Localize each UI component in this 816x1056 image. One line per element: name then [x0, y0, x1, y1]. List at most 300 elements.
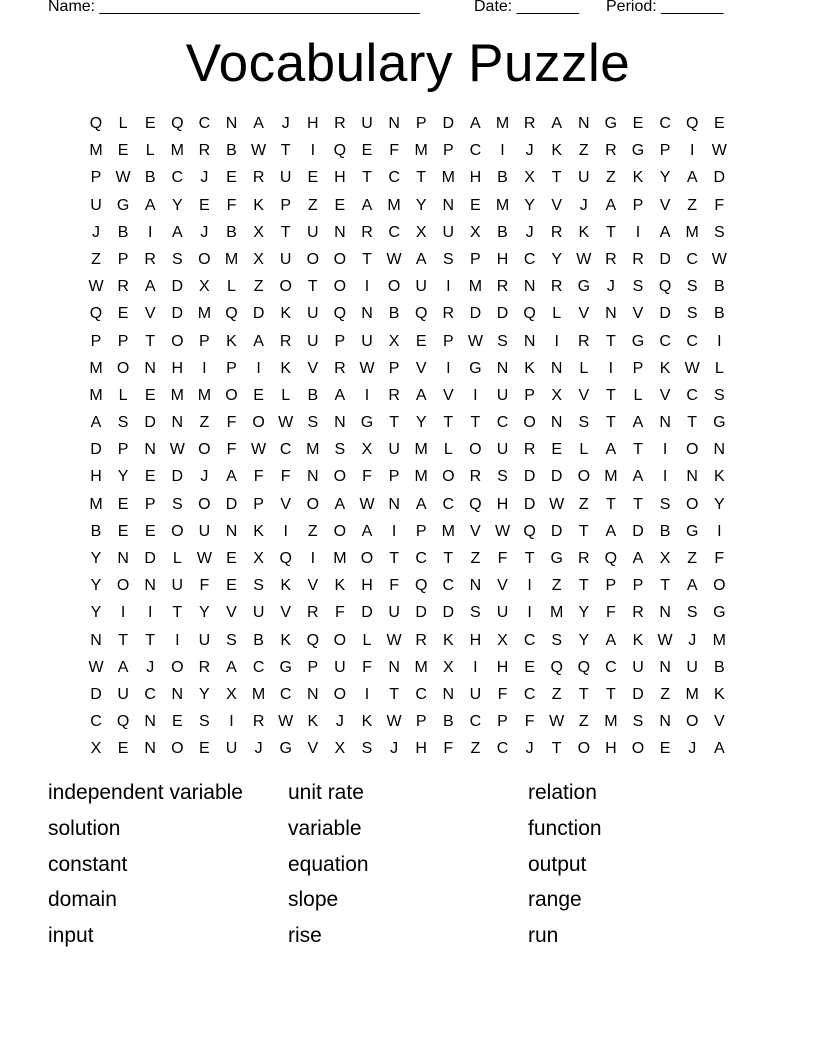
grid-letter[interactable]: Y	[415, 414, 427, 432]
grid-letter[interactable]: S	[497, 468, 508, 486]
grid-letter[interactable]: C	[523, 685, 536, 703]
grid-letter[interactable]: M	[197, 305, 212, 323]
grid-letter[interactable]: O	[360, 550, 374, 567]
grid-letter[interactable]: M	[712, 631, 726, 649]
grid-letter[interactable]: C	[659, 332, 671, 350]
grid-letter[interactable]: W	[278, 713, 294, 731]
grid-letter[interactable]: Z	[578, 142, 589, 160]
grid-letter[interactable]: M	[89, 359, 103, 377]
grid-letter[interactable]: X	[497, 631, 508, 649]
grid-letter[interactable]: O	[523, 414, 536, 432]
grid-letter[interactable]: U	[279, 169, 292, 187]
grid-letter[interactable]: M	[89, 495, 103, 513]
grid-letter[interactable]: O	[306, 495, 320, 513]
grid-letter[interactable]: A	[605, 522, 617, 540]
grid-letter[interactable]: O	[198, 495, 211, 513]
grid-letter[interactable]: I	[446, 278, 451, 296]
grid-letter[interactable]: G	[631, 332, 645, 350]
grid-letter[interactable]: C	[279, 441, 292, 459]
grid-letter[interactable]: T	[389, 550, 399, 567]
grid-letter[interactable]: W	[467, 332, 483, 350]
grid-letter[interactable]: N	[171, 685, 184, 703]
grid-letter[interactable]: P	[388, 359, 400, 377]
grid-letter[interactable]: D	[523, 468, 536, 486]
grid-letter[interactable]: V	[226, 604, 237, 622]
grid-letter[interactable]: D	[442, 604, 455, 622]
grid-letter[interactable]: J	[200, 169, 209, 187]
grid-letter[interactable]: T	[606, 223, 616, 241]
grid-letter[interactable]: C	[496, 740, 509, 758]
grid-letter[interactable]: P	[307, 658, 319, 676]
grid-letter[interactable]: V	[713, 713, 725, 731]
grid-letter[interactable]: U	[171, 577, 184, 595]
grid-letter[interactable]: T	[578, 685, 589, 703]
grid-letter[interactable]: N	[144, 713, 156, 731]
grid-letter[interactable]: P	[524, 386, 535, 404]
grid-letter[interactable]: X	[253, 550, 264, 567]
grid-letter[interactable]: T	[389, 414, 399, 432]
grid-letter[interactable]: Q	[414, 305, 428, 323]
grid-letter[interactable]: O	[333, 685, 347, 703]
grid-letter[interactable]: B	[117, 223, 129, 241]
grid-letter[interactable]: M	[414, 142, 428, 160]
grid-letter[interactable]: D	[144, 414, 156, 432]
grid-letter[interactable]: T	[606, 685, 616, 703]
grid-letter[interactable]: P	[388, 468, 400, 486]
grid-letter[interactable]: E	[117, 305, 129, 323]
grid-letter[interactable]: P	[90, 169, 102, 187]
grid-letter[interactable]: K	[551, 142, 563, 160]
grid-letter[interactable]: N	[388, 115, 400, 132]
grid-letter[interactable]: K	[713, 685, 725, 703]
grid-letter[interactable]: O	[171, 658, 184, 676]
grid-letter[interactable]: J	[200, 223, 209, 241]
grid-letter[interactable]: M	[685, 685, 699, 703]
grid-letter[interactable]: Z	[307, 522, 318, 540]
grid-letter[interactable]: O	[333, 468, 347, 486]
grid-letter[interactable]: C	[171, 169, 184, 187]
grid-letter[interactable]: R	[442, 305, 455, 323]
grid-letter[interactable]: Y	[551, 250, 563, 268]
grid-letter[interactable]: F	[443, 740, 454, 758]
grid-letter[interactable]: I	[689, 142, 695, 160]
grid-letter[interactable]: U	[496, 441, 509, 459]
grid-letter[interactable]: F	[389, 142, 399, 160]
grid-letter[interactable]: Z	[307, 196, 318, 214]
grid-letter[interactable]: N	[144, 441, 156, 459]
grid-letter[interactable]: D	[225, 495, 238, 513]
grid-letter[interactable]: N	[659, 713, 671, 731]
grid-letter[interactable]: R	[252, 169, 265, 187]
grid-letter[interactable]: B	[497, 169, 508, 187]
grid-letter[interactable]: U	[307, 332, 319, 350]
grid-letter[interactable]: G	[469, 359, 482, 377]
grid-letter[interactable]: L	[579, 359, 589, 377]
grid-letter[interactable]: R	[334, 359, 346, 377]
grid-letter[interactable]: E	[361, 142, 373, 160]
grid-letter[interactable]: A	[415, 495, 427, 513]
grid-letter[interactable]: E	[632, 115, 644, 132]
grid-letter[interactable]: R	[198, 142, 211, 160]
grid-letter[interactable]: U	[90, 196, 102, 214]
grid-letter[interactable]: O	[279, 278, 292, 296]
grid-letter[interactable]: L	[281, 386, 291, 404]
grid-letter[interactable]: K	[632, 169, 644, 187]
grid-letter[interactable]: A	[171, 223, 183, 241]
grid-letter[interactable]: K	[280, 631, 292, 649]
grid-letter[interactable]: N	[171, 414, 184, 432]
grid-letter[interactable]: W	[549, 495, 565, 513]
grid-letter[interactable]: T	[280, 223, 291, 241]
grid-letter[interactable]: L	[172, 550, 182, 567]
grid-letter[interactable]: T	[606, 414, 616, 432]
grid-letter[interactable]: H	[605, 740, 617, 758]
grid-letter[interactable]: N	[578, 115, 590, 132]
grid-letter[interactable]: N	[659, 414, 671, 432]
grid-letter[interactable]: N	[144, 359, 156, 377]
grid-letter[interactable]: Q	[171, 115, 184, 132]
grid-letter[interactable]: A	[334, 495, 346, 513]
grid-letter[interactable]: P	[442, 142, 454, 160]
grid-letter[interactable]: I	[229, 713, 234, 731]
grid-letter[interactable]: U	[279, 250, 292, 268]
grid-letter[interactable]: N	[469, 577, 482, 595]
grid-letter[interactable]: E	[199, 740, 210, 758]
grid-letter[interactable]: N	[90, 631, 102, 649]
grid-letter[interactable]: B	[226, 223, 237, 241]
grid-letter[interactable]: P	[253, 495, 264, 513]
grid-letter[interactable]: F	[714, 196, 725, 214]
grid-letter[interactable]: K	[659, 359, 671, 377]
grid-letter[interactable]: J	[525, 740, 534, 758]
grid-letter[interactable]: S	[470, 604, 481, 622]
grid-letter[interactable]: Q	[116, 713, 130, 731]
grid-letter[interactable]: J	[688, 631, 697, 649]
grid-letter[interactable]: A	[253, 115, 264, 132]
grid-letter[interactable]: D	[415, 604, 427, 622]
grid-letter[interactable]: S	[632, 278, 644, 296]
grid-letter[interactable]: N	[144, 577, 156, 595]
grid-letter[interactable]: E	[171, 713, 183, 731]
grid-letter[interactable]: E	[415, 332, 427, 350]
grid-letter[interactable]: N	[334, 414, 346, 432]
grid-letter[interactable]: A	[117, 658, 129, 676]
grid-letter[interactable]: E	[117, 495, 129, 513]
grid-letter[interactable]: C	[605, 658, 617, 676]
grid-letter[interactable]: I	[635, 223, 641, 241]
grid-letter[interactable]: Y	[659, 169, 671, 187]
grid-letter[interactable]: K	[253, 522, 264, 540]
grid-letter[interactable]: P	[632, 196, 644, 214]
grid-letter[interactable]: G	[360, 414, 374, 432]
grid-letter[interactable]: Q	[333, 142, 347, 160]
grid-letter[interactable]: L	[714, 359, 724, 377]
grid-letter[interactable]: U	[442, 223, 455, 241]
grid-letter[interactable]: A	[605, 631, 617, 649]
grid-letter[interactable]: Z	[578, 713, 589, 731]
grid-letter[interactable]: Q	[577, 658, 591, 676]
grid-letter[interactable]: V	[280, 604, 292, 622]
grid-letter[interactable]: Z	[687, 196, 698, 214]
grid-letter[interactable]: U	[198, 631, 211, 649]
grid-letter[interactable]: D	[659, 250, 671, 268]
grid-letter[interactable]: F	[280, 468, 291, 486]
grid-letter[interactable]: U	[198, 522, 211, 540]
grid-letter[interactable]: L	[552, 305, 562, 323]
grid-letter[interactable]: D	[550, 468, 563, 486]
grid-letter[interactable]: B	[713, 278, 725, 296]
grid-letter[interactable]: V	[578, 305, 590, 323]
grid-letter[interactable]: R	[144, 250, 156, 268]
grid-letter[interactable]: U	[361, 332, 373, 350]
grid-letter[interactable]: X	[253, 250, 264, 268]
grid-letter[interactable]: J	[146, 658, 155, 676]
grid-letter[interactable]: Q	[279, 550, 292, 567]
grid-letter[interactable]: N	[659, 658, 671, 676]
grid-letter[interactable]: C	[686, 250, 698, 268]
grid-letter[interactable]: S	[713, 386, 725, 404]
grid-letter[interactable]: I	[202, 359, 207, 377]
grid-letter[interactable]: S	[199, 713, 210, 731]
grid-letter[interactable]: E	[117, 142, 129, 160]
grid-letter[interactable]: W	[549, 713, 565, 731]
grid-letter[interactable]: T	[551, 740, 562, 758]
grid-letter[interactable]: E	[253, 386, 264, 404]
grid-letter[interactable]: S	[253, 577, 264, 595]
grid-letter[interactable]: U	[388, 441, 400, 459]
grid-letter[interactable]: D	[144, 550, 156, 567]
grid-letter[interactable]: U	[388, 604, 400, 622]
grid-letter[interactable]: P	[144, 495, 156, 513]
grid-letter[interactable]: D	[496, 305, 509, 323]
grid-letter[interactable]: B	[307, 386, 319, 404]
grid-letter[interactable]: H	[334, 169, 346, 187]
grid-letter[interactable]: M	[441, 522, 455, 540]
grid-letter[interactable]: B	[388, 305, 400, 323]
grid-letter[interactable]: M	[495, 115, 510, 132]
grid-letter[interactable]: E	[713, 115, 725, 132]
grid-letter[interactable]: K	[442, 631, 454, 649]
grid-letter[interactable]: R	[605, 142, 617, 160]
grid-letter[interactable]: Z	[199, 414, 210, 432]
grid-letter[interactable]: V	[307, 359, 319, 377]
grid-letter[interactable]: N	[361, 305, 373, 323]
grid-letter[interactable]: T	[443, 414, 454, 432]
grid-letter[interactable]: H	[496, 658, 509, 676]
grid-letter[interactable]: P	[226, 359, 237, 377]
grid-letter[interactable]: L	[145, 142, 155, 160]
grid-letter[interactable]: H	[90, 468, 102, 486]
grid-letter[interactable]: O	[469, 441, 482, 459]
grid-letter[interactable]: F	[497, 685, 508, 703]
grid-letter[interactable]: F	[226, 414, 237, 432]
grid-letter[interactable]: I	[608, 359, 614, 377]
grid-letter[interactable]: S	[632, 713, 644, 731]
grid-letter[interactable]: A	[659, 223, 671, 241]
grid-letter[interactable]: J	[525, 142, 534, 160]
grid-letter[interactable]: L	[579, 441, 589, 459]
grid-letter[interactable]: O	[306, 250, 320, 268]
grid-letter[interactable]: Y	[524, 196, 535, 214]
grid-letter[interactable]: V	[551, 196, 563, 214]
grid-letter[interactable]: Z	[253, 278, 264, 296]
grid-letter[interactable]: D	[361, 604, 373, 622]
grid-letter[interactable]: G	[631, 142, 645, 160]
grid-letter[interactable]: D	[659, 305, 671, 323]
grid-letter[interactable]: P	[442, 332, 454, 350]
grid-letter[interactable]: R	[469, 468, 482, 486]
grid-letter[interactable]: I	[364, 386, 370, 404]
grid-letter[interactable]: X	[415, 223, 427, 241]
grid-letter[interactable]: T	[660, 577, 670, 595]
grid-letter[interactable]: C	[415, 550, 427, 567]
grid-letter[interactable]: T	[118, 631, 128, 649]
grid-letter[interactable]: R	[361, 223, 373, 241]
grid-letter[interactable]: R	[632, 250, 644, 268]
grid-letter[interactable]: C	[442, 495, 455, 513]
grid-letter[interactable]: R	[605, 250, 617, 268]
grid-letter[interactable]: D	[632, 685, 644, 703]
grid-letter[interactable]: U	[225, 740, 238, 758]
grid-letter[interactable]: W	[711, 250, 727, 268]
grid-letter[interactable]: K	[226, 332, 237, 350]
grid-letter[interactable]: E	[334, 196, 346, 214]
grid-letter[interactable]: J	[335, 713, 344, 731]
grid-letter[interactable]: I	[120, 604, 126, 622]
grid-letter[interactable]: N	[442, 196, 455, 214]
grid-letter[interactable]: D	[90, 685, 102, 703]
grid-letter[interactable]: A	[226, 658, 237, 676]
grid-letter[interactable]: M	[550, 604, 564, 622]
grid-letter[interactable]: N	[605, 305, 617, 323]
grid-letter[interactable]: G	[279, 658, 292, 676]
grid-letter[interactable]: I	[147, 604, 153, 622]
grid-letter[interactable]: F	[362, 468, 372, 486]
grid-letter[interactable]: I	[662, 468, 668, 486]
grid-letter[interactable]: M	[441, 169, 455, 187]
grid-letter[interactable]: B	[253, 631, 264, 649]
grid-letter[interactable]: E	[659, 740, 671, 758]
grid-letter[interactable]: T	[551, 169, 562, 187]
grid-letter[interactable]: C	[415, 685, 427, 703]
grid-letter[interactable]: T	[416, 169, 427, 187]
grid-letter[interactable]: T	[633, 441, 643, 459]
grid-letter[interactable]: Z	[470, 550, 481, 567]
grid-letter[interactable]: E	[199, 196, 210, 214]
grid-letter[interactable]: R	[334, 115, 346, 132]
grid-letter[interactable]: M	[306, 441, 320, 459]
grid-letter[interactable]: U	[496, 604, 509, 622]
grid-letter[interactable]: T	[578, 522, 589, 540]
grid-letter[interactable]: J	[200, 468, 209, 486]
grid-letter[interactable]: C	[90, 713, 102, 731]
grid-letter[interactable]: K	[280, 305, 292, 323]
grid-letter[interactable]: S	[442, 250, 454, 268]
grid-letter[interactable]: F	[226, 196, 237, 214]
grid-letter[interactable]: D	[523, 495, 536, 513]
grid-letter[interactable]: Z	[687, 550, 698, 567]
grid-letter[interactable]: G	[550, 550, 563, 567]
grid-letter[interactable]: O	[685, 441, 699, 459]
grid-letter[interactable]: A	[686, 169, 698, 187]
grid-letter[interactable]: S	[713, 223, 725, 241]
grid-letter[interactable]: C	[469, 142, 482, 160]
grid-letter[interactable]: I	[527, 577, 532, 595]
grid-letter[interactable]: B	[659, 522, 671, 540]
grid-letter[interactable]: K	[524, 359, 535, 377]
grid-letter[interactable]: O	[333, 631, 347, 649]
grid-letter[interactable]: G	[279, 740, 292, 758]
grid-letter[interactable]: Q	[685, 115, 699, 132]
grid-letter[interactable]: N	[523, 278, 536, 296]
grid-letter[interactable]: L	[118, 386, 128, 404]
grid-letter[interactable]: F	[253, 468, 264, 486]
grid-letter[interactable]: S	[226, 631, 237, 649]
grid-letter[interactable]: M	[414, 468, 428, 486]
grid-letter[interactable]: Z	[606, 169, 616, 187]
grid-letter[interactable]: N	[117, 550, 129, 567]
grid-letter[interactable]: N	[442, 685, 455, 703]
grid-letter[interactable]: Y	[90, 604, 102, 622]
grid-letter[interactable]: U	[469, 685, 482, 703]
grid-letter[interactable]: S	[307, 414, 319, 432]
grid-letter[interactable]: O	[387, 278, 401, 296]
grid-letter[interactable]: N	[713, 441, 726, 459]
grid-letter[interactable]: P	[632, 577, 644, 595]
grid-letter[interactable]: T	[172, 604, 183, 622]
grid-letter[interactable]: X	[199, 278, 210, 296]
grid-letter[interactable]: Q	[414, 577, 428, 595]
grid-letter[interactable]: Z	[551, 685, 562, 703]
grid-letter[interactable]: W	[711, 142, 727, 160]
grid-letter[interactable]: I	[554, 332, 559, 350]
grid-letter[interactable]: S	[334, 441, 346, 459]
grid-letter[interactable]: D	[90, 441, 102, 459]
grid-letter[interactable]: K	[334, 577, 346, 595]
grid-letter[interactable]: U	[252, 604, 265, 622]
grid-letter[interactable]: L	[227, 278, 236, 296]
grid-letter[interactable]: T	[145, 631, 156, 649]
grid-letter[interactable]: I	[500, 142, 505, 160]
grid-letter[interactable]: N	[225, 115, 238, 132]
grid-letter[interactable]: I	[364, 278, 370, 296]
grid-letter[interactable]: I	[473, 386, 478, 404]
grid-letter[interactable]: I	[175, 631, 180, 649]
grid-letter[interactable]: O	[198, 250, 211, 268]
grid-letter[interactable]: X	[253, 223, 264, 241]
grid-letter[interactable]: Q	[89, 115, 103, 132]
grid-letter[interactable]: Q	[89, 305, 103, 323]
grid-letter[interactable]: I	[391, 522, 397, 540]
grid-letter[interactable]: E	[144, 115, 156, 132]
grid-letter[interactable]: E	[551, 441, 563, 459]
grid-letter[interactable]: W	[494, 522, 511, 540]
grid-letter[interactable]: T	[389, 685, 399, 703]
grid-letter[interactable]: M	[170, 386, 184, 404]
grid-letter[interactable]: X	[90, 740, 102, 758]
grid-letter[interactable]: J	[281, 115, 290, 132]
grid-letter[interactable]: V	[307, 577, 319, 595]
grid-letter[interactable]: K	[713, 468, 725, 486]
grid-letter[interactable]: F	[335, 604, 345, 622]
grid-letter[interactable]: J	[579, 196, 588, 214]
grid-letter[interactable]: N	[307, 468, 319, 486]
grid-letter[interactable]: P	[415, 713, 427, 731]
grid-letter[interactable]: A	[551, 115, 563, 132]
grid-letter[interactable]: H	[361, 577, 373, 595]
grid-letter[interactable]: V	[280, 495, 292, 513]
grid-letter[interactable]: Q	[523, 522, 536, 540]
